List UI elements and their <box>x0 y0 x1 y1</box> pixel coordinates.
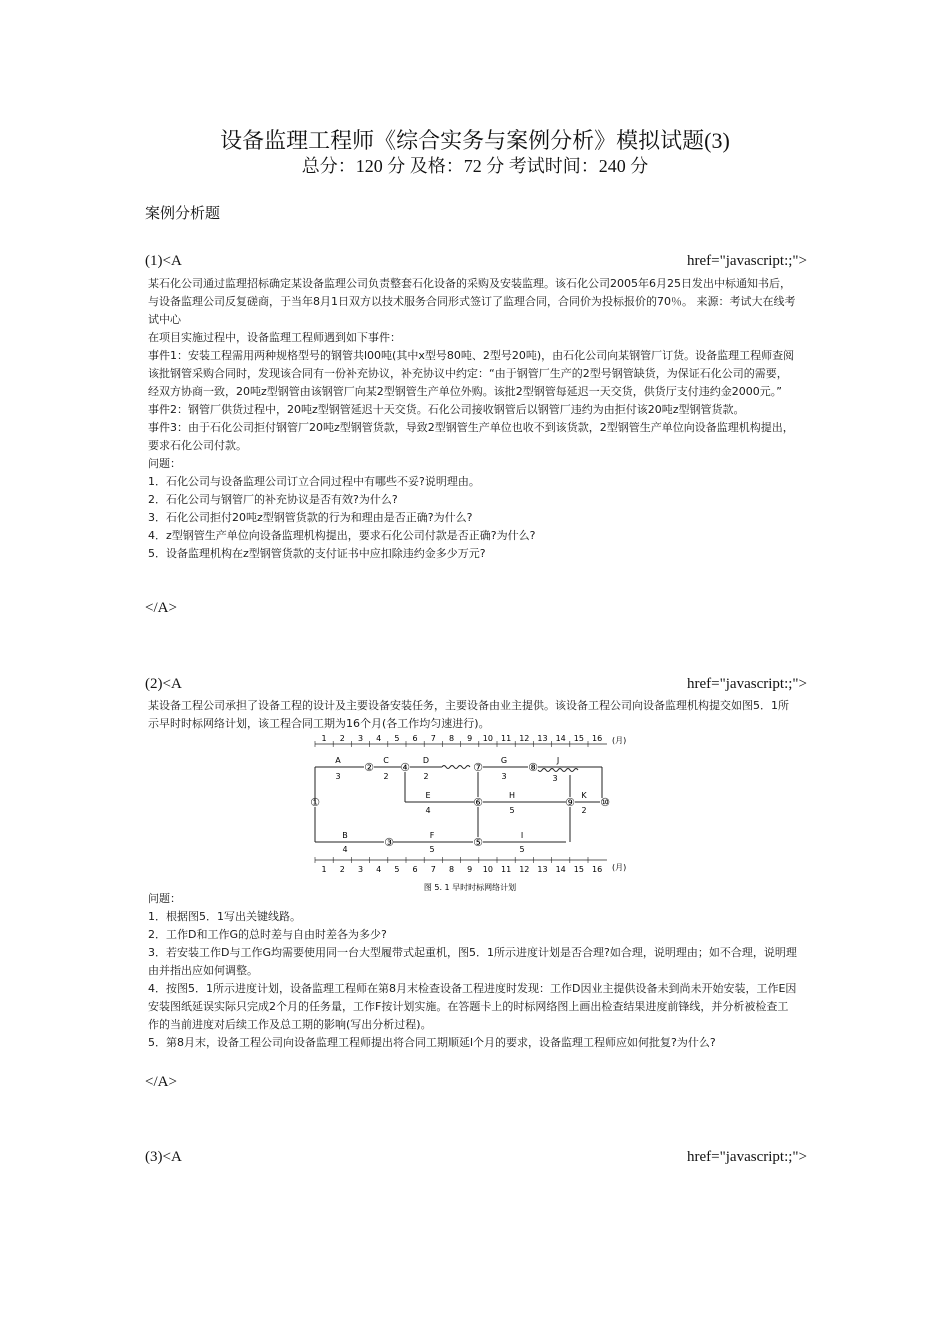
node-6: ⑥ <box>473 796 483 809</box>
month-tick-label: 15 <box>573 734 584 743</box>
activity-duration: 5 <box>509 806 515 815</box>
question-item: 1．根据图5．1写出关键线路。 <box>148 910 301 923</box>
month-tick-label: 15 <box>573 865 584 874</box>
activity-duration: 5 <box>519 845 525 854</box>
month-tick-label: 13 <box>537 734 548 743</box>
node-4: ④ <box>400 761 410 774</box>
paragraph: 某设备工程公司承担了设备工程的设计及主要设备安装任务，主要设备由业主提供。该设备工程公司向设备监理机构提交如图5．1所示早时时标网络计划，该工程合同工期为16个月(各工作均匀速进行)。 <box>148 699 789 730</box>
question-item: 1．石化公司与设备监理公司订立合同过程中有哪些不妥?说明理由。 <box>148 475 480 488</box>
question-item: 3．石化公司拒付20吨z型钢管货款的行为和理由是否正确?为什么? <box>148 511 473 524</box>
paragraph: 在项目实施过程中，设备监理工程师遇到如下事件： <box>148 331 401 344</box>
section-title: 案例分析题 <box>145 206 221 222</box>
activity-label: A <box>335 756 341 765</box>
activity-label: E <box>425 791 431 800</box>
month-tick-label: 2 <box>339 865 345 874</box>
question-item: 5．第8月末，设备工程公司向设备监理工程师提出将合同工期顺延l个月的要求，设备监理工程师应如何批复?为什么? <box>148 1036 716 1049</box>
month-tick-label: 8 <box>448 734 455 743</box>
month-scale-top <box>315 734 602 747</box>
activity-label: G <box>500 756 508 765</box>
question-item: 2．工作D和工作G的总时差与自由时差各为多少? <box>148 928 387 941</box>
question-3-label: (3)<A <box>145 1149 182 1165</box>
activity-duration: 5 <box>429 845 435 854</box>
paragraph: 问题： <box>148 457 181 470</box>
activity-duration: 2 <box>581 806 587 815</box>
month-tick-label: 4 <box>376 865 382 874</box>
month-tick-label: 5 <box>394 734 400 743</box>
node-8: ⑧ <box>528 761 538 774</box>
paragraph: 问题： <box>148 892 181 905</box>
paragraph: 事件2：钢管厂供货过程中，20吨z型钢管延迟十天交货。石化公司接收钢管后以钢管厂违约为由拒付该20吨z型钢管货款。 <box>148 403 745 416</box>
document-title: 设备监理工程师《综合实务与案例分析》模拟试题(3) <box>220 128 730 153</box>
node-9: ⑨ <box>565 796 575 809</box>
activity-duration: 4 <box>425 806 431 815</box>
month-tick-label: 16 <box>592 865 603 874</box>
diagram-caption: 图 5. 1 早时时标网络计划 <box>423 883 517 892</box>
question-3-href: href="javascript:;"> <box>687 1149 807 1165</box>
paragraph: 某石化公司通过监理招标确定某设备监理公司负责整套石化设备的采购及安装监理。该石化公司2005年6月25日发出中标通知书后，与设备监理公司反复磋商，于当年8月1日双方以技术服务合同形式签订了监理合同，合同价为投标报价的70％。 来源：考试大在线考试中心 <box>148 277 796 326</box>
question-item: 4．z型钢管生产单位向设备监理机构提出，要求石化公司付款是否正确?为什么? <box>148 529 536 542</box>
month-tick-label: 3 <box>357 734 364 743</box>
activity-label: D <box>422 756 430 765</box>
month-tick-label: 3 <box>357 865 364 874</box>
month-scale-bottom <box>315 857 602 874</box>
question-1-label: (1)<A <box>145 253 182 269</box>
paragraph: 事件1：安装工程需用两种规格型号的钢管共l00吨(其中x型号80吨、2型号20吨)，由石化公司向某钢管厂订货。设备监理工程师查阅该批钢管采购合同时，发现该合同有一份补充协议，补充协议中约定：“由于钢管厂生产的2型号钢管缺货，为保证石化公司的需要，经双方协商一致，20吨z型钢管由该钢管厂向某2型钢管生产单位外购。该批2型钢管每延迟一天交货，供货厅支付违约金2000元。” <box>148 349 795 398</box>
activity-duration: 3 <box>335 772 341 781</box>
question-1-close: </A> <box>145 600 177 616</box>
month-tick-label: 11 <box>501 865 512 874</box>
month-tick-label: 10 <box>482 734 493 743</box>
month-tick-label: 13 <box>537 865 548 874</box>
node-7: ⑦ <box>473 761 483 774</box>
question-2-href: href="javascript:;"> <box>687 676 807 692</box>
activity-duration: 4 <box>342 845 348 854</box>
exam-info: 总分：120 分 及格：72 分 考试时间：240 分 <box>301 156 649 176</box>
activity-duration: 3 <box>501 772 507 781</box>
month-tick-label: 7 <box>430 865 436 874</box>
question-1-href: href="javascript:;"> <box>687 253 807 269</box>
node-1: ① <box>310 796 320 809</box>
paragraph: 事件3：由于石化公司拒付钢管厂20吨z型钢管货款，导致2型钢管生产单位也收不到该货款，2型钢管生产单位向设备监理机构提出，要求石化公司付款。 <box>148 421 794 452</box>
question-2-body <box>148 890 798 1052</box>
month-tick-label: 8 <box>448 865 455 874</box>
question-2-intro <box>148 697 798 733</box>
question-2-label: (2)<A <box>145 676 182 692</box>
month-tick-label: 1 <box>321 865 327 874</box>
month-tick-label: 14 <box>555 865 566 874</box>
time-scaled-network-diagram <box>300 730 640 900</box>
activity-label: J <box>556 756 560 765</box>
month-tick-label: 9 <box>467 734 473 743</box>
activity-label: B <box>342 831 348 840</box>
month-tick-label: 16 <box>592 734 603 743</box>
activity-label: H <box>508 791 516 800</box>
unit-label: (月) <box>612 736 627 745</box>
month-tick-label: 10 <box>482 865 493 874</box>
month-tick-label: 4 <box>376 734 382 743</box>
activity-label: C <box>383 756 389 765</box>
free-float-label: 3 <box>552 774 558 783</box>
unit-label: (月) <box>612 863 627 872</box>
month-tick-label: 14 <box>555 734 566 743</box>
node-2: ② <box>364 761 374 774</box>
month-tick-label: 11 <box>501 734 512 743</box>
month-tick-label: 1 <box>321 734 327 743</box>
activity-duration: 2 <box>423 772 429 781</box>
node-10: ⑩ <box>600 796 610 809</box>
month-tick-label: 5 <box>394 865 400 874</box>
activity-duration: 2 <box>383 772 389 781</box>
question-item: 4．按图5．1所示进度计划，设备监理工程师在第8月末检查设备工程进度时发现：工作D因业主提供设备未到尚未开始安装，工作E因安装图纸延误实际只完成2个月的任务量，工作F按计划实施。在答题卡上的时标网络图上画出检查结果进度前锋线，并分析被检查工作的当前进度对后续工作及总工期的影响(写出分析过程)。 <box>148 982 797 1031</box>
activity-label: F <box>429 831 435 840</box>
month-tick-label: 6 <box>412 734 418 743</box>
question-item: 2．石化公司与钢管厂的补充协议是否有效?为什么? <box>148 493 398 506</box>
month-tick-label: 12 <box>519 865 530 874</box>
question-2-close: </A> <box>145 1074 177 1090</box>
question-1-body <box>148 275 798 563</box>
activity-label: K <box>581 791 587 800</box>
month-tick-label: 7 <box>430 734 436 743</box>
month-tick-label: 12 <box>519 734 530 743</box>
month-tick-label: 2 <box>339 734 345 743</box>
node-5: ⑤ <box>473 836 483 849</box>
month-tick-label: 6 <box>412 865 418 874</box>
question-item: 3．若安装工作D与工作G均需要使用同一台大型履带式起重机，图5．1所示进度计划是否合理?如合理，说明理由；如不合理，说明理由并指出应如何调整。 <box>148 946 797 977</box>
node-3: ③ <box>384 836 394 849</box>
question-item: 5．设备监理机构在z型钢管货款的支付证书中应扣除违约金多少万元? <box>148 547 486 560</box>
activity-label: I <box>520 831 524 840</box>
month-tick-label: 9 <box>467 865 473 874</box>
